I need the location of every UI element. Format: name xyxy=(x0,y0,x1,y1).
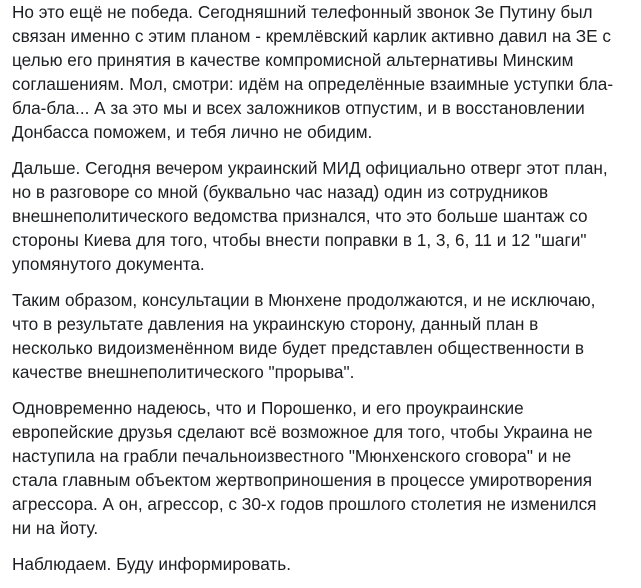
text-line: несколько видоизменённом виде будет представлен общественности в xyxy=(12,338,585,358)
text-line: ни на йоту. xyxy=(12,518,99,538)
text-line: связан именно с этим планом - кремлёвский карлик активно давил на ЗЕ с xyxy=(12,26,611,46)
paragraph-1 xyxy=(12,0,636,144)
text-line: Одновременно надеюсь, что и Порошенко, и его проукраинские xyxy=(12,398,524,418)
text-line: упомянутого документа. xyxy=(12,254,205,274)
text-line: Таким образом, консультации в Мюнхене продолжаются, и не исключаю, xyxy=(12,290,596,310)
text-line: качестве внешнеполитического "прорыва". xyxy=(12,362,355,382)
paragraph-3 xyxy=(12,288,636,384)
post-body xyxy=(12,0,636,588)
text-line: что в результате давления на украинскую сторону, данный план в xyxy=(12,314,539,334)
paragraph-4 xyxy=(12,396,636,540)
text-line: Наблюдаем. Буду информировать. xyxy=(12,554,292,574)
text-line: соглашениям. Мол, смотри: идём на определённые взаимные уступки бла- xyxy=(12,74,614,94)
text-line: Дальше. Сегодня вечером украинский МИД официально отверг этот план, xyxy=(12,158,608,178)
paragraph-2 xyxy=(12,156,636,276)
text-line: стороны Киева для того, чтобы внести поправки в 1, 3, 6, 11 и 12 "шаги" xyxy=(12,230,587,250)
text-line: наступила на грабли печальноизвестного "Мюнхенского сговора" и не xyxy=(12,446,572,466)
text-line: Но это ещё не победа. Сегодняшний телефонный звонок Зе Путину был xyxy=(12,2,593,22)
text-line: бла-бла... А за это мы и всех заложников отпустим, и в восстановлении xyxy=(12,98,585,118)
text-line: целью его принятия в качестве компромисной альтернативы Минским xyxy=(12,50,574,70)
paragraph-5 xyxy=(12,552,636,576)
text-line: но в разговоре со мной (буквально час назад) один из сотрудников xyxy=(12,182,549,202)
text-line: стала главным объектом жертвоприношения в процессе умиротворения xyxy=(12,470,593,490)
text-line: европейские друзья сделают всё возможное для того, чтобы Украина не xyxy=(12,422,593,442)
text-line: Донбасса поможем, и тебя лично не обидим. xyxy=(12,122,373,142)
text-line: агрессора. А он, агрессор, с 30-х годов прошлого столетия не изменился xyxy=(12,494,597,514)
text-line: внешнеполитического ведомства признался, что это больше шантаж со xyxy=(12,206,588,226)
